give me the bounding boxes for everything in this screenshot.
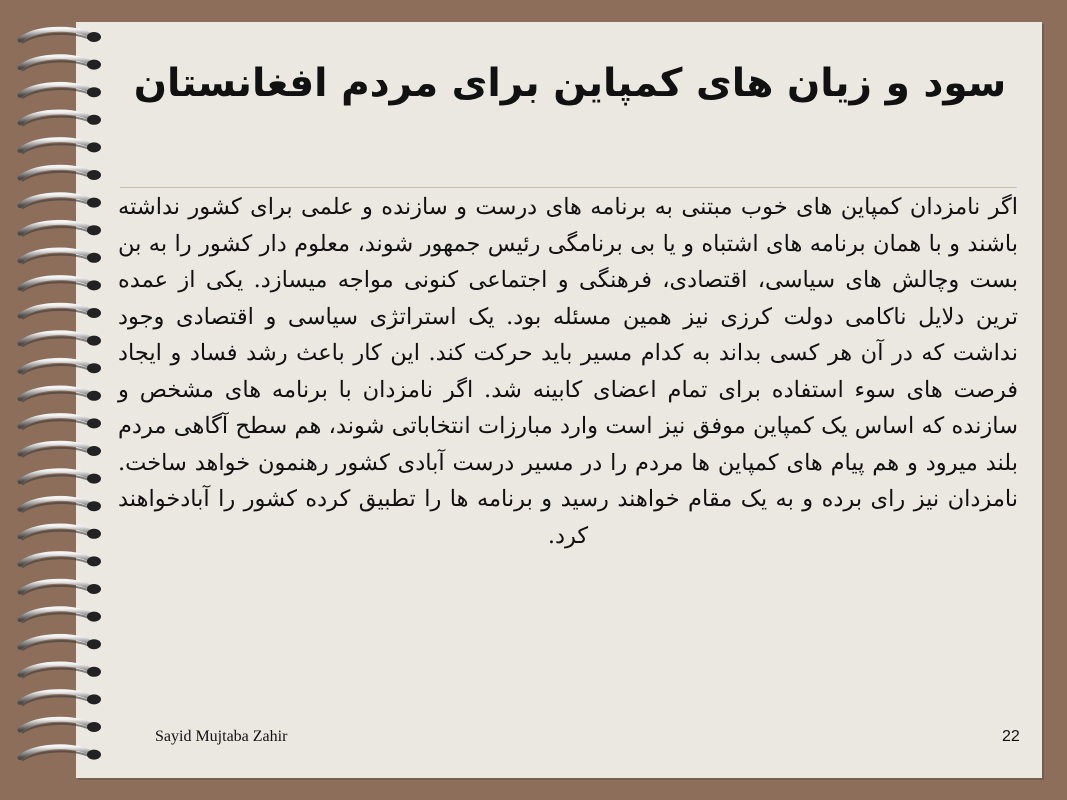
binding-hole (87, 115, 101, 125)
author-footer: Sayid Mujtaba Zahir (155, 728, 288, 745)
binding-hole (87, 336, 101, 346)
binding-hole (87, 750, 101, 760)
spiral-binding-rings-icon (14, 22, 106, 778)
binding-hole (87, 32, 101, 42)
binding-hole (87, 694, 101, 704)
binding-hole (87, 418, 101, 428)
binding-hole (87, 501, 101, 511)
binding-hole (87, 198, 101, 208)
binding-hole (87, 363, 101, 373)
binding-hole (87, 60, 101, 70)
binding-hole (87, 446, 101, 456)
binding-hole (87, 87, 101, 97)
binding-hole (87, 474, 101, 484)
binding-hole (87, 225, 101, 235)
binding-hole (87, 667, 101, 677)
binding-hole (87, 612, 101, 622)
slide-title: سود و زیان های کمپاین برای مردم افغانستان (133, 61, 1007, 106)
binding-hole (87, 722, 101, 732)
binding-hole (87, 280, 101, 290)
binding-hole (87, 584, 101, 594)
title-divider (120, 187, 1017, 188)
binding-hole (87, 253, 101, 263)
slide-body-text: اگر نامزدان کمپاین های خوب مبتنی به برنامه های درست و سازنده و علمی برای کشور نداشته باشند و با همان برنامه های اشتباه و یا بی برنامگی رئیس جمهور شوند، معلوم دار کشور را به بن بست وچالش های سیاسی، اقتصادی، فرهنگی و اجتماعی کنونی مواجه میسازد. یکی از عمده ترین دلایل ناکامی دولت کرزی نیز همین مسئله بود. یک استراتژی سیاسی و اقتصادی وجود نداشت که در آن هر کسی بداند به کدام مسیر باید حرکت کند. این کار باعث رشد فساد و ایجاد فرصت های سوء استفاده برای تمام اعضای کابینه شد. اگر نامزدان با برنامه های مشخص و سازنده که اساس یک کمپاین موفق نیز است وارد مبارزات انتخاباتی شوند، هم سطح آگاهی مردم بلند میرود و هم پیام های کمپاین ها مردم را در مسیر درست آبادی کشور رهنمون خواهد ساخت. نامزدان نیز رای برده و به یک مقام خواهند رسید و برنامه ها را تطبیق کرده کشور را آبادخواهند کرد. (118, 194, 1018, 549)
page-number: 22 (1002, 728, 1020, 745)
binding-hole (87, 308, 101, 318)
binding-hole (87, 142, 101, 152)
binding-hole (87, 639, 101, 649)
binding-hole (87, 556, 101, 566)
binding-hole (87, 391, 101, 401)
binding-hole (87, 170, 101, 180)
binding-hole (87, 529, 101, 539)
